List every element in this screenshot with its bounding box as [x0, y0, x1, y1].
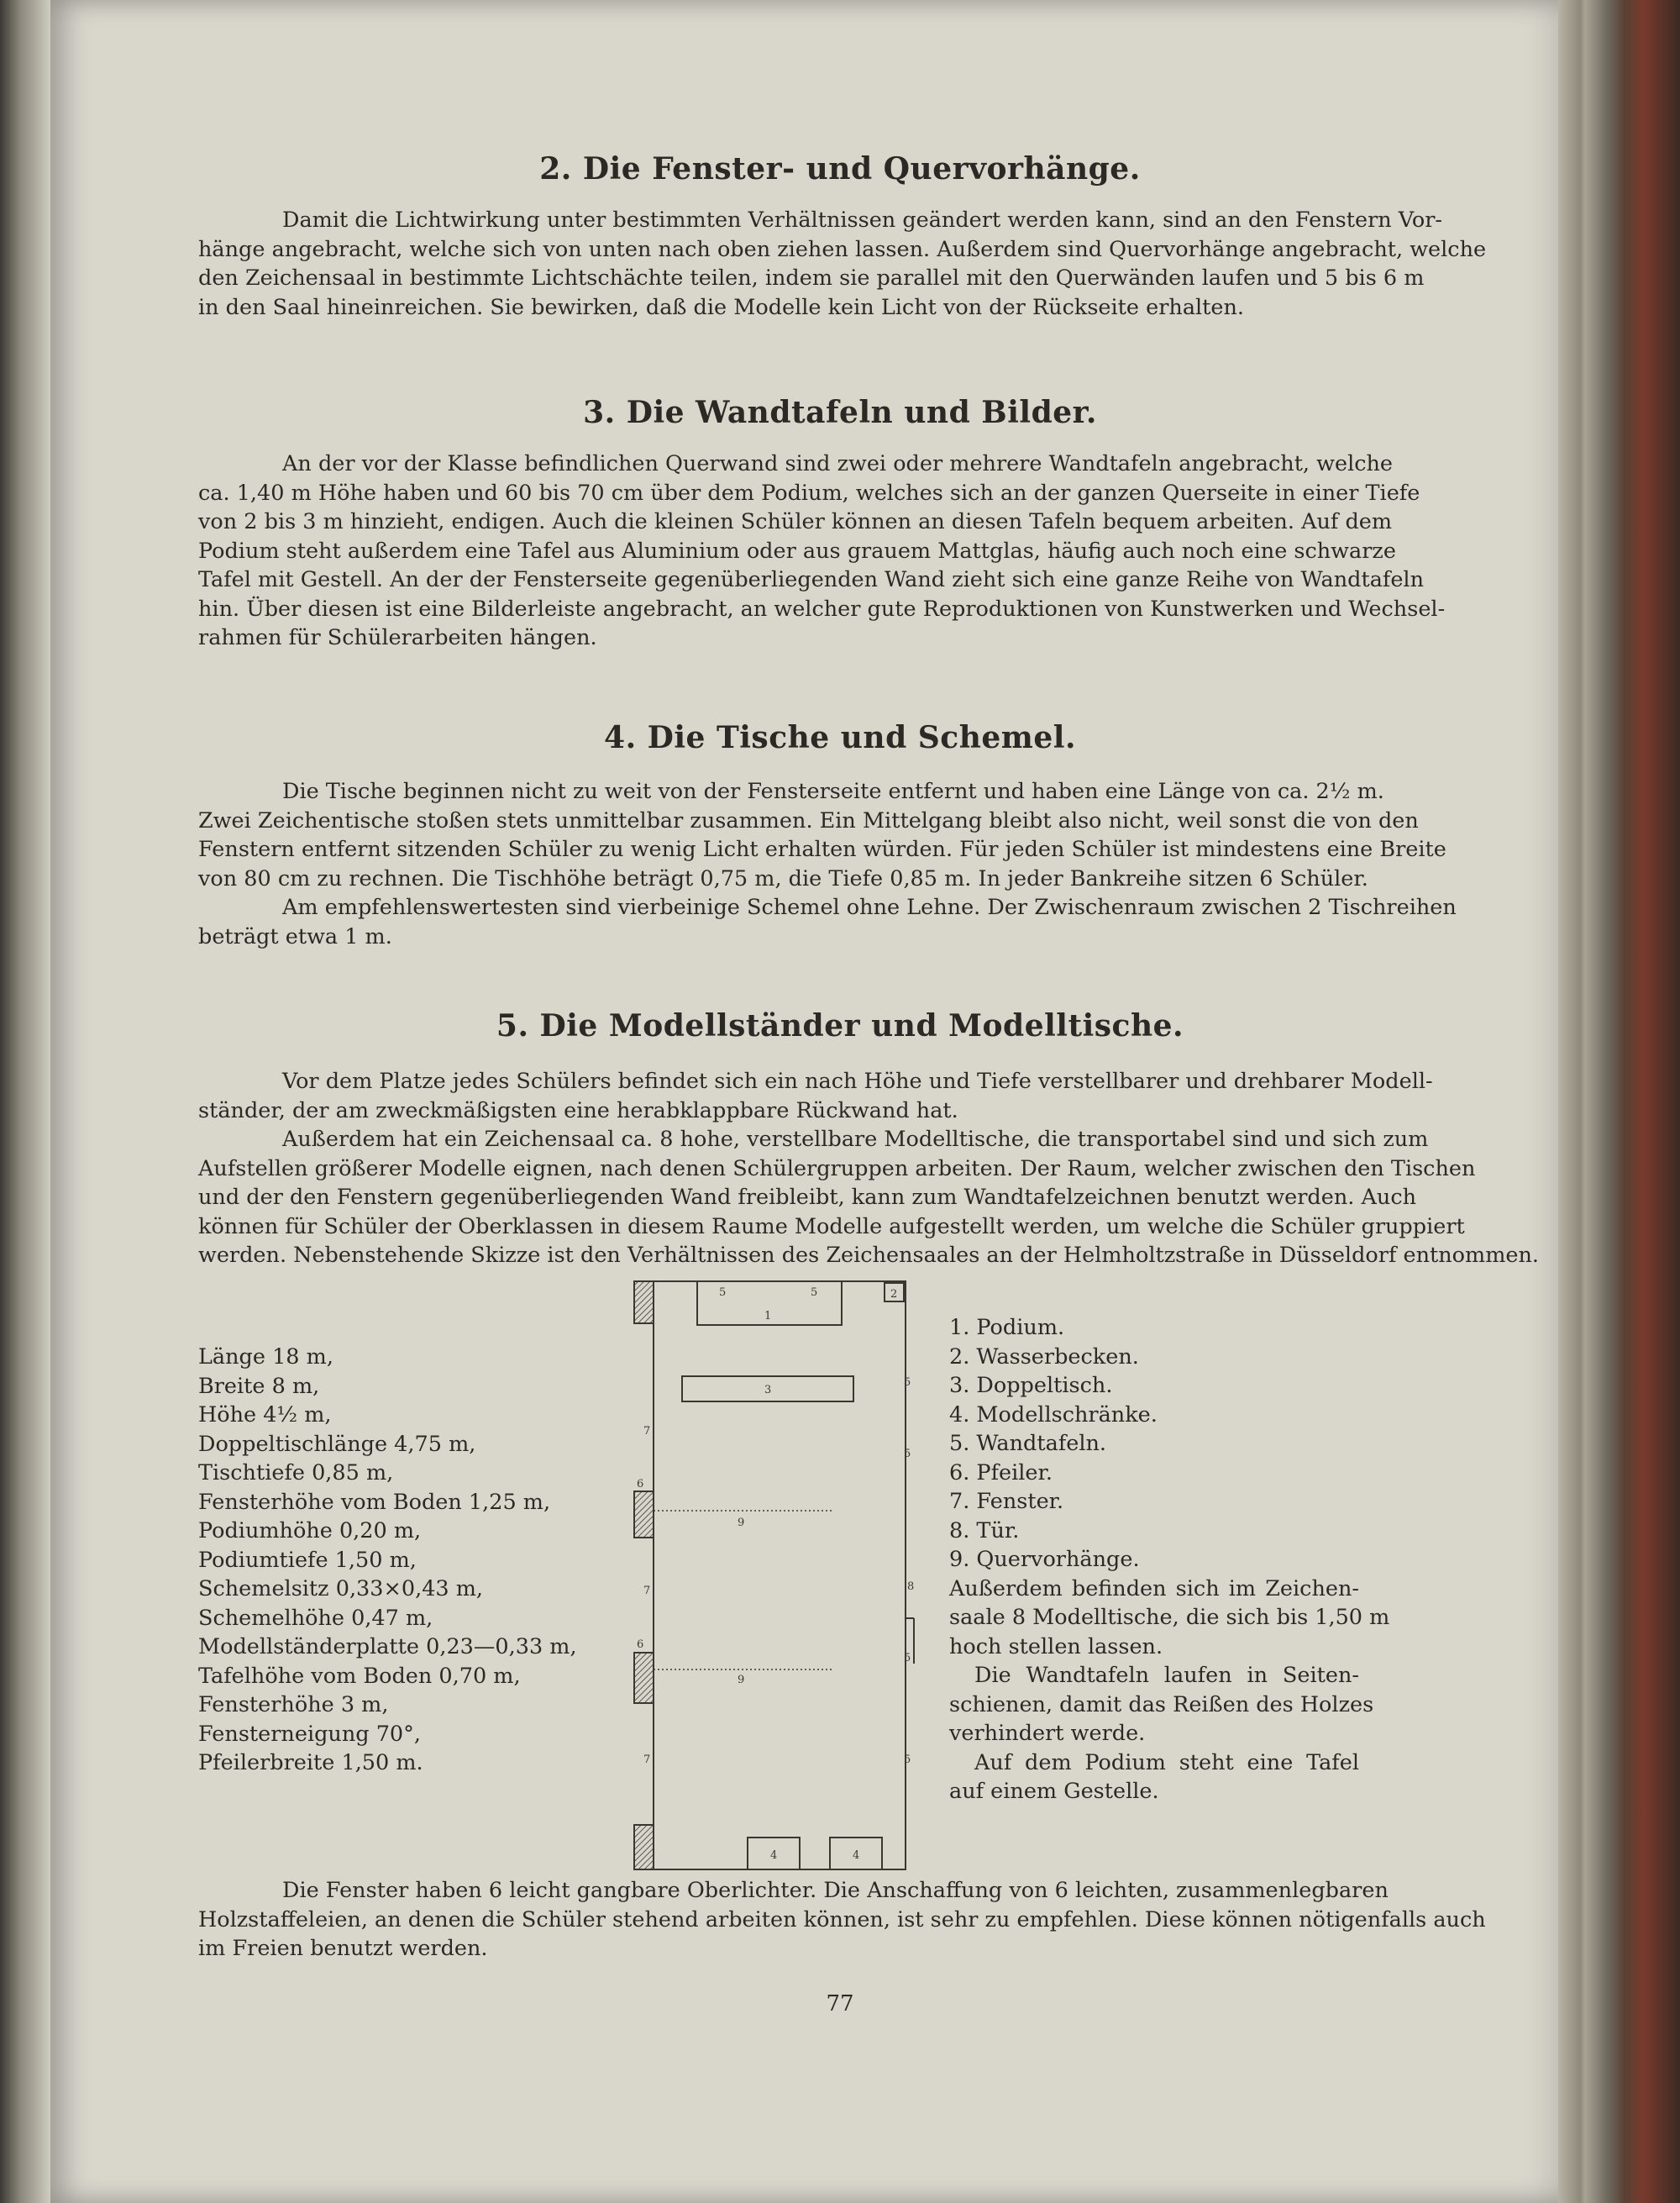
- text-line: in den Saal hineinreichen. Sie bewirken, daß die Modelle kein Licht von der Rückseite erhalten.: [198, 294, 1245, 320]
- plan-label-board: 5: [719, 1286, 727, 1299]
- text-line: hin. Über diesen ist eine Bilderleiste angebracht, an welcher gute Reproduktionen von Kunstwerken und Wechsel-: [198, 596, 1446, 622]
- spec-item: Schemelsitz 0,33×0,43 m,: [198, 1576, 484, 1601]
- legend-item: 7. Fenster.: [949, 1489, 1064, 1514]
- plan-label-table: 3: [764, 1384, 772, 1396]
- text-line: Die Tische beginnen nicht zu weit von der Fensterseite entfernt und haben eine Länge von ca. 2½ m.: [282, 779, 1384, 804]
- pillar-shape: [634, 1825, 654, 1869]
- note-line: verhindert werde.: [949, 1721, 1146, 1746]
- text-line: Podium steht außerdem eine Tafel aus Aluminium oder aus grauem Mattglas, häufig auch noch eine schwarze: [198, 538, 1396, 564]
- text-line: ständer, der am zweckmäßigsten eine herabklappbare Rückwand hat.: [198, 1097, 958, 1123]
- spec-item: Schemelhöhe 0,47 m,: [198, 1605, 433, 1631]
- plan-label-cabinet: 4: [853, 1849, 860, 1862]
- note-line: hoch stellen lassen.: [949, 1633, 1163, 1659]
- plan-label-board: 5: [904, 1652, 911, 1664]
- legend-item: 1. Podium.: [949, 1315, 1065, 1340]
- plan-label-board: 5: [904, 1448, 911, 1460]
- note-line: saale 8 Modelltische, die sich bis 1,50 m: [949, 1605, 1390, 1630]
- spec-item: Tischtiefe 0,85 m,: [198, 1460, 394, 1485]
- legend-item: 8. Tür.: [949, 1517, 1020, 1543]
- room-specs-list: [198, 1343, 577, 1778]
- note-line: Die Wandtafeln laufen in Seiten-: [974, 1663, 1359, 1688]
- spec-item: Doppeltischlänge 4,75 m,: [198, 1431, 476, 1457]
- text-line: können für Schüler der Oberklassen in diesem Raume Modelle aufgestellt werden, um welche die Schüler gruppiert: [198, 1213, 1465, 1239]
- text-line: ca. 1,40 m Höhe haben und 60 bis 70 cm über dem Podium, welches sich an der ganzen Querseite in einer Tiefe: [198, 480, 1420, 506]
- closing-paragraph: [198, 1876, 1486, 1964]
- plan-label-pillar: 6: [637, 1638, 644, 1651]
- legend-item: 9. Quervorhänge.: [949, 1547, 1140, 1572]
- plan-label-curtain: 9: [738, 1674, 745, 1686]
- legend-item: 2. Wasserbecken.: [949, 1343, 1139, 1370]
- text-line: von 80 cm zu rechnen. Die Tischhöhe beträgt 0,75 m, die Tiefe 0,85 m. In jeder Bankreihe sitzen 6 Schüler.: [198, 865, 1368, 891]
- text-line: den Zeichensaal in bestimmte Lichtschächte teilen, indem sie parallel mit den Querwänden laufen und 5 bis 6 m: [198, 266, 1425, 291]
- pillar-shape: [634, 1281, 654, 1323]
- text-line: beträgt etwa 1 m.: [198, 923, 392, 949]
- plan-label-board: 5: [811, 1286, 818, 1299]
- pillar-shape: [634, 1491, 654, 1538]
- legend-item: 3. Doppeltisch.: [949, 1373, 1113, 1398]
- legend-item: 4. Modellschränke.: [949, 1401, 1158, 1427]
- spec-item: Fensterhöhe 3 m,: [198, 1692, 389, 1717]
- legend-item: 6. Pfeiler.: [949, 1459, 1053, 1485]
- book-edge: [1558, 0, 1680, 2203]
- plan-label-podium: 1: [764, 1310, 772, 1322]
- plan-label-window: 7: [643, 1585, 651, 1597]
- text-line: Zwei Zeichentische stoßen stets unmittelbar zusammen. Ein Mittelgang bleibt also nicht, weil sonst die von den: [198, 807, 1419, 833]
- spec-item: Länge 18 m,: [198, 1344, 333, 1370]
- plan-label-window: 7: [643, 1425, 651, 1438]
- note-line: Auf dem Podium steht eine Tafel: [974, 1749, 1359, 1775]
- plan-label-board: 5: [904, 1376, 911, 1389]
- spec-item: Fensterhöhe vom Boden 1,25 m,: [198, 1489, 551, 1515]
- section-heading-4: 4. Die Tische und Schemel.: [604, 720, 1076, 755]
- floor-plan-legend: [949, 1313, 1390, 1806]
- plan-label-curtain: 9: [738, 1517, 745, 1529]
- section-heading-3: 3. Die Wandtafeln und Bilder.: [583, 395, 1097, 430]
- page-gutter: [0, 0, 50, 2203]
- floor-plan-diagram: [630, 1277, 924, 1874]
- text-line: Damit die Lichtwirkung unter bestimmten Verhältnissen geändert werden kann, sind an den Fenstern Vor-: [282, 208, 1443, 233]
- section-3-paragraph: [198, 450, 1446, 653]
- text-line: rahmen für Schülerarbeiten hängen.: [198, 625, 597, 650]
- section-4-paragraph: [198, 777, 1457, 951]
- spec-item: Podiumtiefe 1,50 m,: [198, 1547, 417, 1573]
- text-line: Außerdem hat ein Zeichensaal ca. 8 hohe, verstellbare Modelltische, die transportabel sind und sich zum: [282, 1127, 1429, 1152]
- note-line: Außerdem befinden sich im Zeichen-: [949, 1575, 1359, 1601]
- text-line: Die Fenster haben 6 leicht gangbare Oberlichter. Die Anschaffung von 6 leichten, zusammenlegbaren: [282, 1878, 1389, 1903]
- section-heading-2: 2. Die Fenster- und Quervorhänge.: [539, 151, 1141, 187]
- text-line: Tafel mit Gestell. An der der Fensterseite gegenüberliegenden Wand zieht sich eine ganze Reihe von Wandtafeln: [198, 567, 1425, 592]
- text-line: im Freien benutzt werden.: [198, 1936, 488, 1961]
- spec-item: Podiumhöhe 0,20 m,: [198, 1518, 422, 1543]
- pillar-shape: [634, 1653, 654, 1703]
- spec-item: Fensterneigung 70°,: [198, 1721, 421, 1747]
- room-outline: [654, 1281, 906, 1869]
- text-line: Aufstellen größerer Modelle eignen, nach denen Schülergruppen arbeiten. Der Raum, welcher zwischen den Tischen: [198, 1155, 1476, 1181]
- section-2-paragraph: [198, 206, 1487, 322]
- plan-label-board: 5: [904, 1753, 911, 1766]
- text-line: und der den Fenstern gegenüberliegenden Wand freibleibt, kann zum Wandtafelzeichnen benutzt werden. Auch: [198, 1185, 1417, 1210]
- spec-item: Modellständerplatte 0,23—0,33 m,: [198, 1634, 577, 1659]
- text-line: Am empfehlenswertesten sind vierbeinige Schemel ohne Lehne. Der Zwischenraum zwischen 2 Tischreihen: [282, 895, 1457, 920]
- plan-label-door: 8: [907, 1580, 915, 1593]
- text-line: werden. Nebenstehende Skizze ist den Verhältnissen des Zeichensaales an der Helmholtzstraße in Düsseldorf entnommen.: [198, 1243, 1540, 1268]
- section-heading-5: 5. Die Modellständer und Modelltische.: [496, 1008, 1184, 1044]
- spec-item: Höhe 4½ m,: [198, 1402, 332, 1427]
- note-line: auf einem Gestelle.: [949, 1779, 1159, 1804]
- legend-notes: [949, 1575, 1390, 1806]
- legend-item: 5. Wandtafeln.: [949, 1431, 1107, 1456]
- text-line: Fenstern entfernt sitzenden Schüler zu wenig Licht erhalten würden. Für jeden Schüler ist mindestens eine Breite: [198, 837, 1446, 862]
- text-line: Vor dem Platze jedes Schülers befindet sich ein nach Höhe und Tiefe verstellbarer und drehbarer Modell-: [282, 1069, 1433, 1094]
- text-line: An der vor der Klasse befindlichen Querwand sind zwei oder mehrere Wandtafeln angebracht, welche: [282, 451, 1394, 476]
- spec-item: Pfeilerbreite 1,50 m.: [198, 1750, 423, 1775]
- text-line: Holzstaffeleien, an denen die Schüler stehend arbeiten können, ist sehr zu empfehlen. Diese können nötigenfalls auch: [198, 1906, 1486, 1932]
- plan-label-basin: 2: [890, 1288, 898, 1301]
- text-line: von 2 bis 3 m hinzieht, endigen. Auch die kleinen Schüler können an diesen Tafeln bequem arbeiten. Auf dem: [198, 509, 1393, 534]
- text-line: hänge angebracht, welche sich von unten nach oben ziehen lassen. Außerdem sind Quervorhänge angebracht, welche: [198, 236, 1487, 262]
- plan-label-pillar: 6: [637, 1478, 644, 1491]
- spec-item: Tafelhöhe vom Boden 0,70 m,: [198, 1663, 521, 1689]
- spec-item: Breite 8 m,: [198, 1373, 320, 1399]
- page-number: 77: [826, 1991, 854, 2016]
- plan-label-cabinet: 4: [770, 1849, 778, 1862]
- plan-label-window: 7: [643, 1753, 651, 1766]
- note-line: schienen, damit das Reißen des Holzes: [949, 1691, 1374, 1717]
- section-5-paragraph: [198, 1067, 1540, 1270]
